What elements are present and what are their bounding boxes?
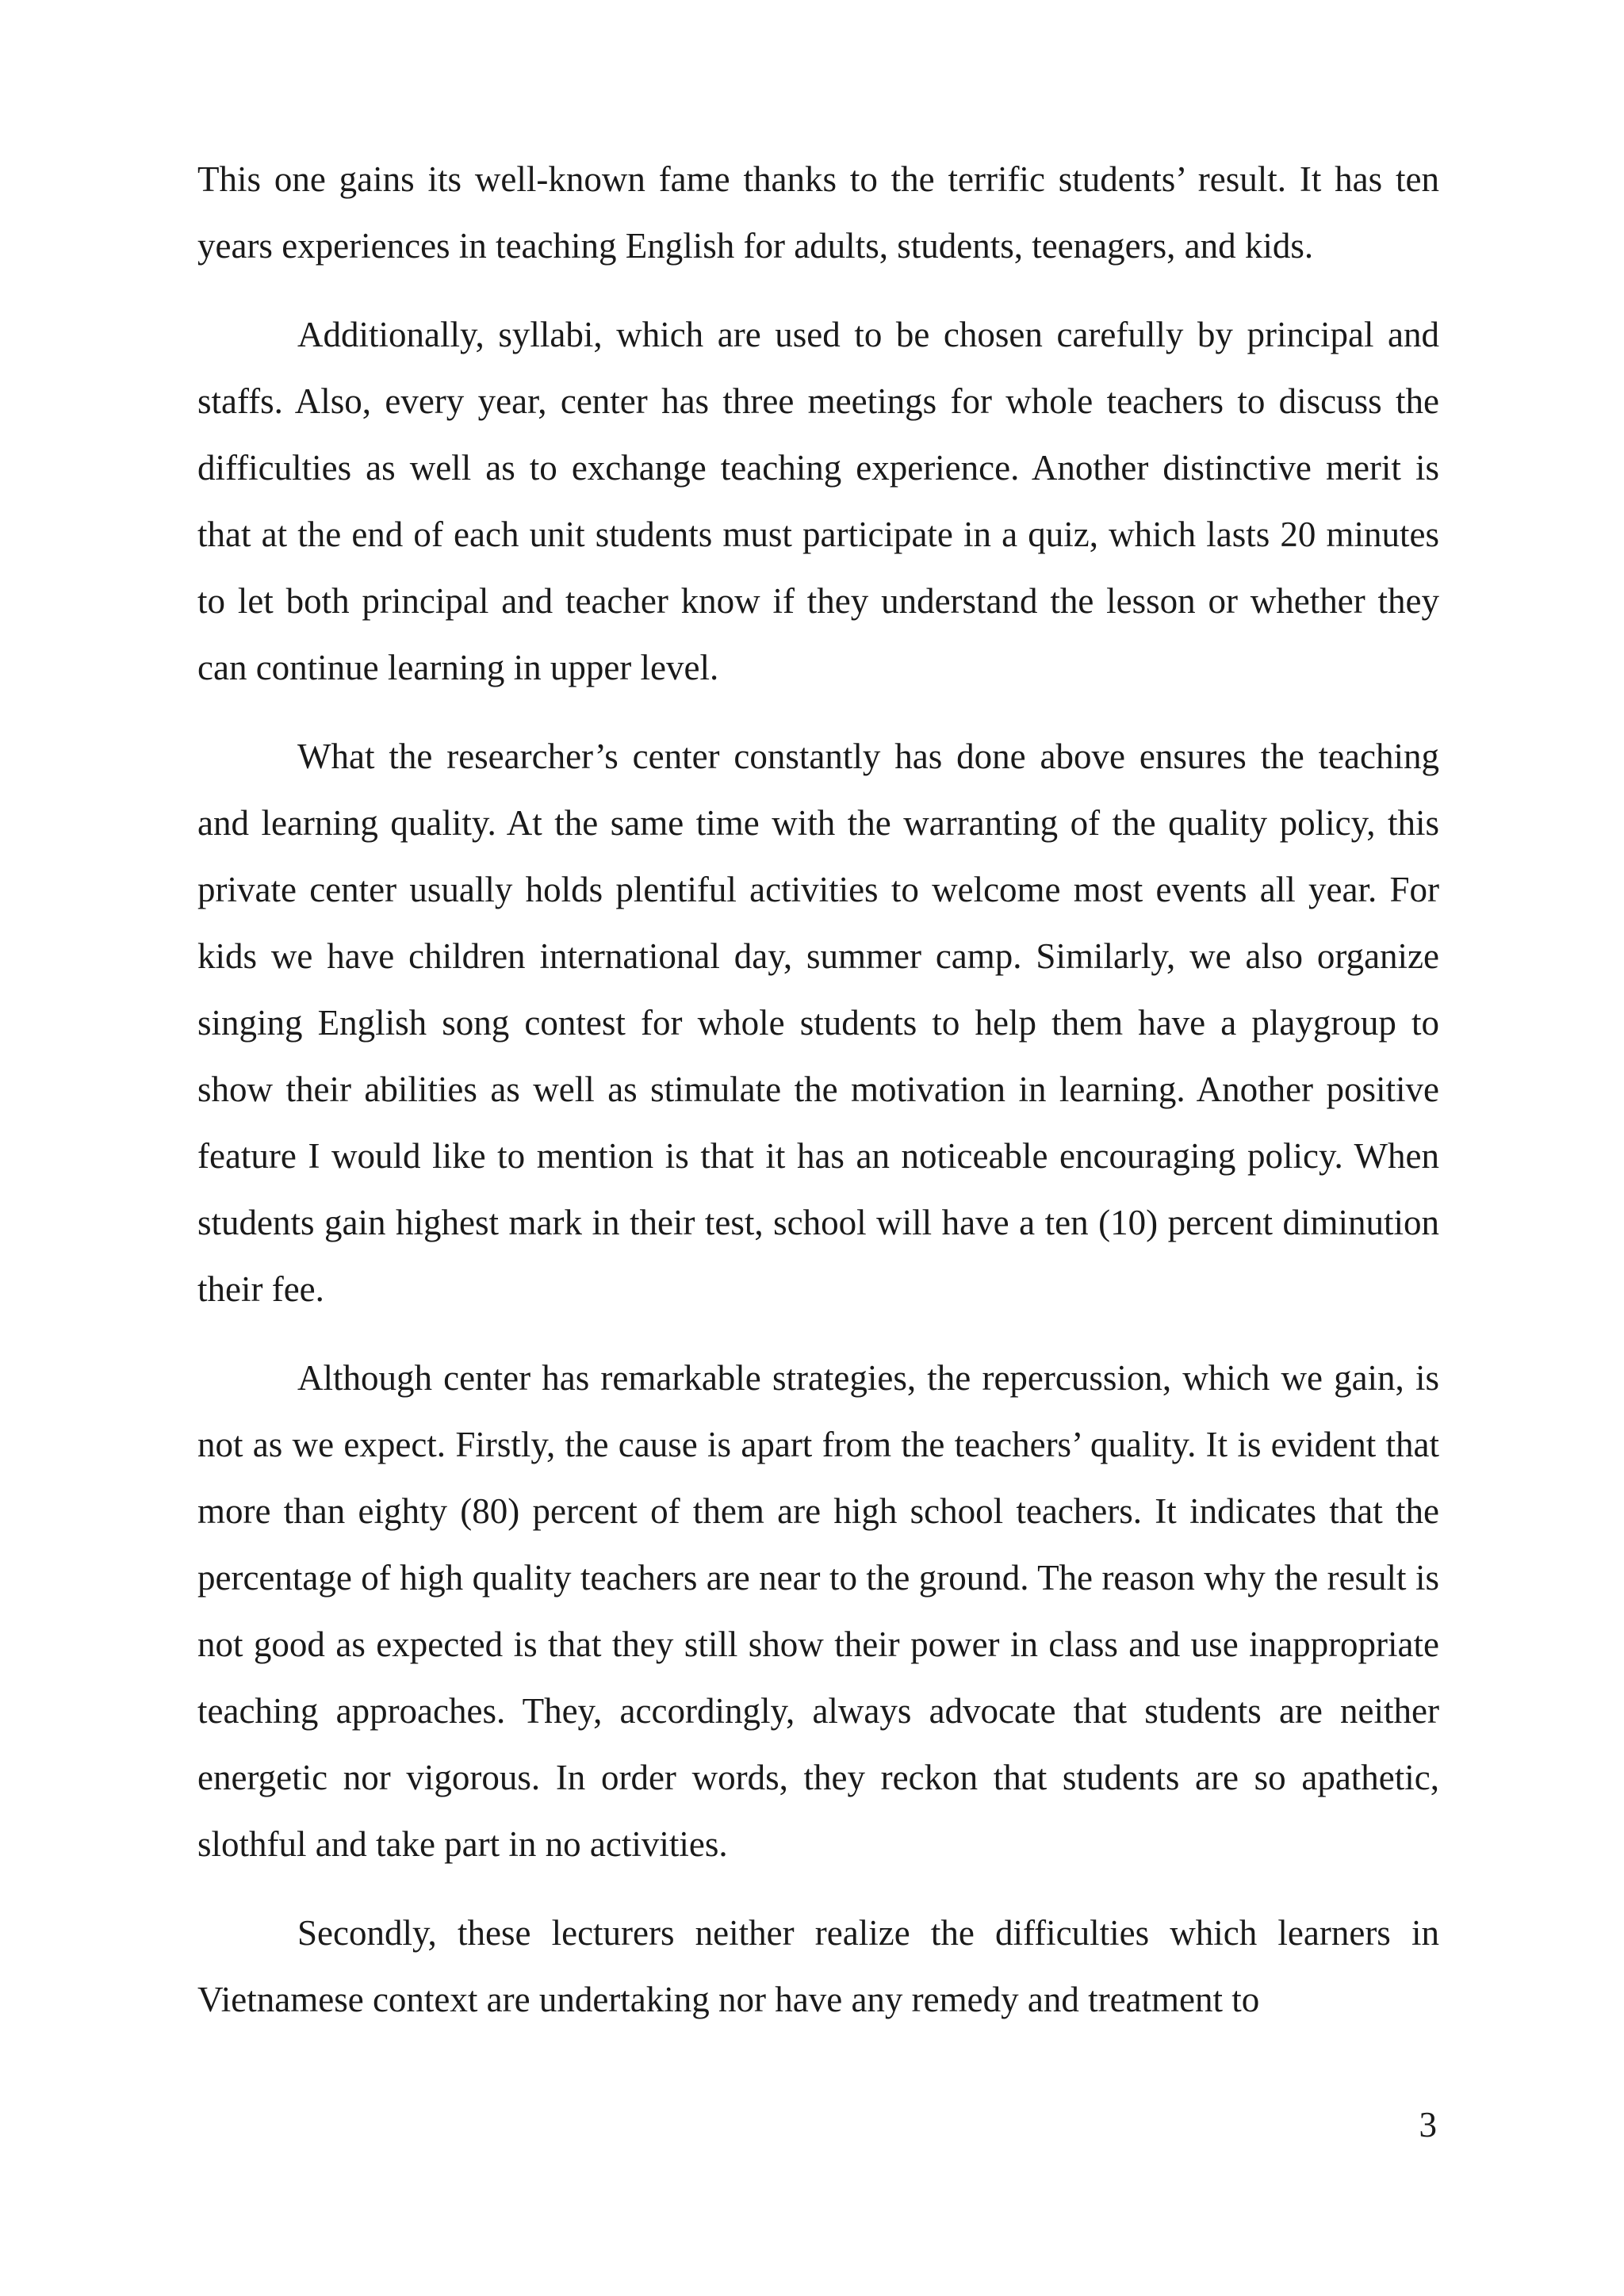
page-number: 3 (1419, 2105, 1437, 2145)
paragraph-4: Although center has remarkable strategies, the repercussion, which we gain, is not as we expect. Firstly, the cause is apart from the teachers’ quality. It is evident that more than eighty (80) percent of them are high school teachers. It indicates that the percentage of high quality teachers are near to the ground. The reason why the result is not good as expected is that they still show their power in class and use inappropriate teaching approaches. They, accordingly, always advocate that students are neither energetic nor vigorous. In order words, they reckon that students are so apathetic, slothful and take part in no activities. (197, 1358, 1439, 1864)
paragraph-1: This one gains its well-known fame thanks to the terrific students’ result. It has ten years experiences in teaching English for adults, students, teenagers, and kids. (197, 159, 1439, 266)
document-body (197, 146, 1439, 2055)
paragraph-5: Secondly, these lecturers neither realize the difficulties which learners in Vietnamese context are undertaking nor have any remedy and treatment to (197, 1913, 1439, 2019)
paragraph-2: Additionally, syllabi, which are used to be chosen carefully by principal and staffs. Also, every year, center has three meetings for whole teachers to discuss the difficulties as well as to exchange teaching experience. Another distinctive merit is that at the end of each unit students must participate in a quiz, which lasts 20 minutes to let both principal and teacher know if they understand the lesson or whether they can continue learning in upper level. (197, 315, 1439, 687)
paragraph-3: What the researcher’s center constantly has done above ensures the teaching and learning quality. At the same time with the warranting of the quality policy, this private center usually holds plentiful activities to welcome most events all year. For kids we have children international day, summer camp. Similarly, we also organize singing English song contest for whole students to help them have a playgroup to show their abilities as well as stimulate the motivation in learning. Another positive feature I would like to mention is that it has an noticeable encouraging policy. When students gain highest mark in their test, school will have a ten (10) percent diminution their fee. (197, 737, 1439, 1309)
